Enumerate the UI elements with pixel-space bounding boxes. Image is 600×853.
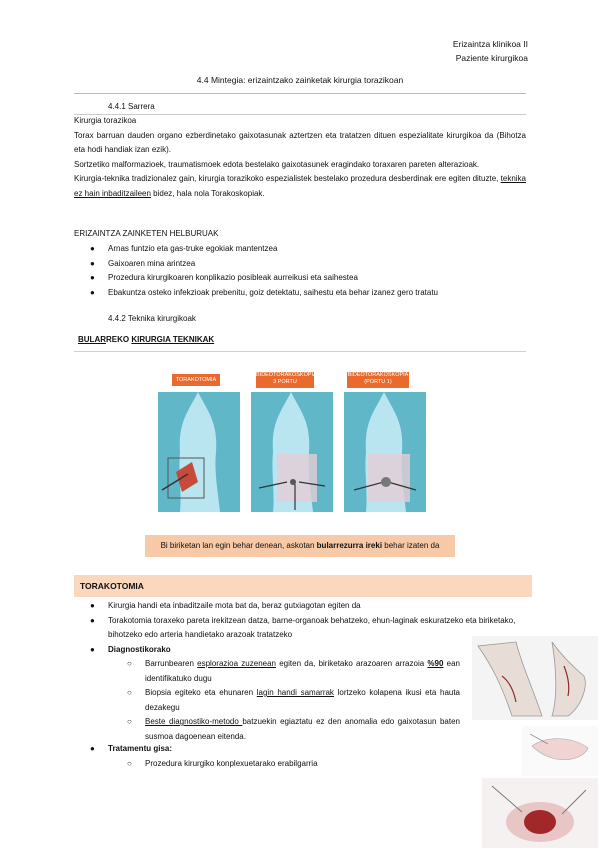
list-item-text: Kirurgia handi eta inbaditzaile mota bat da, beraz gutxiagotan egiten da bbox=[108, 601, 361, 610]
torso-illustration bbox=[344, 392, 426, 512]
text-run: REKO bbox=[106, 335, 132, 344]
list-item: ● Prozedura kirurgikoaren konplikazio posibleak aurreikusi eta saihestea bbox=[90, 273, 358, 282]
section-rule bbox=[74, 351, 526, 352]
text-run: ean identifikatuko dugu bbox=[145, 659, 461, 683]
underlined-run: %90 bbox=[427, 659, 444, 668]
incision-diagram-image bbox=[522, 726, 598, 776]
page-title: 4.4 Mintegia: erizaintzako zainketak kirurgia torazikoan bbox=[196, 75, 404, 85]
goals-list bbox=[90, 242, 528, 300]
sarrera-paragraph-2: Sortzetiko malformazioek, traumatismoek edota bestelako gaixotasunek eragindako toraxaren pareten alterazioak. bbox=[74, 159, 480, 169]
list-item: ● Gaixoaren mina arintzea bbox=[90, 258, 196, 268]
text-run: bidez, hala nola Torakoskopiak. bbox=[150, 188, 265, 198]
treatment-list bbox=[90, 742, 458, 757]
section-heading-sarrera: 4.4.1 Sarrera bbox=[108, 102, 155, 111]
list-item-text: Prozedura kirurgiko konplexuetarako erabilgarria bbox=[145, 759, 318, 768]
list-item-text: Tratamentu gisa: bbox=[108, 744, 173, 753]
list-item-text: Diagnostikorako bbox=[108, 644, 171, 654]
underlined-run: teknika ez hain inbaditzaileen bbox=[74, 174, 526, 198]
text-run: egiten da, biriketako arazoaren arrazoia bbox=[276, 659, 428, 668]
list-item: ○ Beste diagnostiko-metodo batzuekin egiaztatu ez den anomalia edo gaixotasun baten susmoa dagoenean eitenda. bbox=[127, 717, 460, 741]
text-run: batzuekin egiaztatu ez den anomalia edo gaixotasun baten susmoa dagoenean eitenda. bbox=[145, 717, 460, 741]
text-run: BULAR bbox=[78, 335, 106, 344]
torakotomia-heading: TORAKOTOMIA bbox=[74, 575, 532, 597]
torso-illustration bbox=[251, 392, 333, 512]
tag-vats-1-port: BIDEOTORAKOSKOPIA (PORTU 1) bbox=[347, 372, 409, 388]
surgical-field-image bbox=[482, 778, 598, 848]
list-item-text: Ebakuntza osteko infekzioak prebenitu, goiz detektatu, saihestu eta behar izanez gero tratatu bbox=[108, 287, 438, 297]
list-item-text: Gaixoaren mina arintzea bbox=[108, 258, 196, 268]
sarrera-body bbox=[74, 114, 526, 201]
treatment-sublist bbox=[127, 757, 460, 772]
underlined-run: Beste diagnostiko-metodo bbox=[145, 717, 243, 726]
tag-vats-3-port: BIDEOTORAKOSKOPIA 3 PORTU bbox=[256, 372, 314, 388]
torso-illustration bbox=[158, 392, 240, 512]
torakotomia-list bbox=[90, 599, 528, 657]
header-course: Erizaintza klinikoa II bbox=[452, 39, 528, 49]
sarrera-subheading: Kirurgia torazikoa bbox=[74, 116, 137, 125]
thoracotomy-position-image bbox=[472, 636, 598, 720]
text-run: behar izaten da bbox=[382, 541, 440, 550]
surgery-figure bbox=[150, 360, 450, 520]
figure-note bbox=[145, 535, 455, 557]
text-run: Bi biriketan lan egin behar denean, askotan bbox=[160, 541, 317, 550]
panel-vats-3-port bbox=[251, 392, 333, 512]
header-topic: Paziente kirurgikoa bbox=[455, 53, 528, 63]
bold-run: bularrezurra ireki bbox=[316, 541, 383, 550]
list-item: ● Diagnostikorako bbox=[90, 644, 171, 654]
text-run: lortzeko kolapena ikusi eta hauta dezakegu bbox=[145, 688, 461, 712]
section-heading-teknika: 4.4.2 Teknika kirurgikoak bbox=[108, 314, 196, 323]
list-item: ○ Biopsia egiteko eta ehunaren lagin handi samarrak lortzeko kolapena ikusi eta hauta dezakegu bbox=[127, 688, 461, 712]
text-run: Biopsia egiteko eta ehunaren bbox=[145, 688, 257, 697]
patient-position-illustration bbox=[472, 636, 598, 720]
list-item-text: Arnas funtzio eta gas-truke egokiak mantentzea bbox=[108, 244, 278, 253]
underlined-run: lagin handi samarrak bbox=[256, 688, 334, 697]
sarrera-paragraph-3 bbox=[74, 172, 526, 201]
title-rule bbox=[74, 93, 526, 94]
techniques-subheading bbox=[78, 333, 214, 348]
list-item-text: Prozedura kirurgikoaren konplikazio posibleak aurreikusi eta saihestea bbox=[108, 273, 358, 282]
text-run: KIRURGIA TEKNIKAK bbox=[131, 335, 215, 344]
panel-torakotomia bbox=[158, 392, 240, 512]
list-item: ● Ebakuntza osteko infekzioak prebenitu, goiz detektatu, saihestu eta behar izanez gero tratatu bbox=[90, 287, 438, 297]
incision-diagram bbox=[522, 726, 598, 776]
list-item: ● Torakotomia toraxeko pareta irekitzean datza, barne-organoak behatzeko, ehun-laginak eskuratzeko eta biriketako, bihotzeko edo arteria handietako arazoak tratatzeko bbox=[90, 615, 516, 639]
text-run: Kirurgia-teknika tradizionalez gain, kirurgia torazikoko espezialistek bestelako prozedura desberdinak ere egiten dituzte, bbox=[74, 174, 501, 183]
sarrera-paragraph-1: Torax barruan dauden organo ezberdinetako gaixotasunak aztertzen eta tratatzen dituen espezialitate kirurgikoa da (Bihotza eta hodi handiak izan ezik). bbox=[74, 130, 526, 154]
diagnostic-sublist bbox=[127, 657, 461, 744]
list-item: ● Kirurgia handi eta inbaditzaile mota bat da, beraz gutxiagotan egiten da bbox=[90, 601, 361, 610]
header bbox=[453, 37, 528, 65]
list-item-text: Torakotomia toraxeko pareta irekitzean datza, barne-organoak behatzeko, ehun-laginak eskuratzeko eta biriketako, bihotzeko edo arteria handietako arazoak tratatzeko bbox=[108, 615, 516, 639]
list-item: ○ Barrunbearen esplorazioa zuzenean egiten da, biriketako arazoaren arrazoia %90 ean identifikatuko dugu bbox=[127, 659, 461, 683]
list-item: ● Tratamentu gisa: bbox=[90, 744, 173, 753]
goals-heading: ERIZAINTZA ZAINKETEN HELBURUAK bbox=[74, 229, 219, 238]
text-run: Barrunbearen bbox=[145, 659, 198, 668]
tag-torakotomia: TORAKOTOMIA bbox=[172, 374, 220, 386]
panel-vats-1-port bbox=[344, 392, 426, 512]
list-item: ● Arnas funtzio eta gas-truke egokiak mantentzea bbox=[90, 244, 278, 253]
list-item: ○ Prozedura kirurgiko konplexuetarako erabilgarria bbox=[127, 759, 318, 768]
underlined-run: esplorazioa zuzenean bbox=[197, 659, 276, 668]
surgical-field-illustration bbox=[482, 778, 598, 848]
